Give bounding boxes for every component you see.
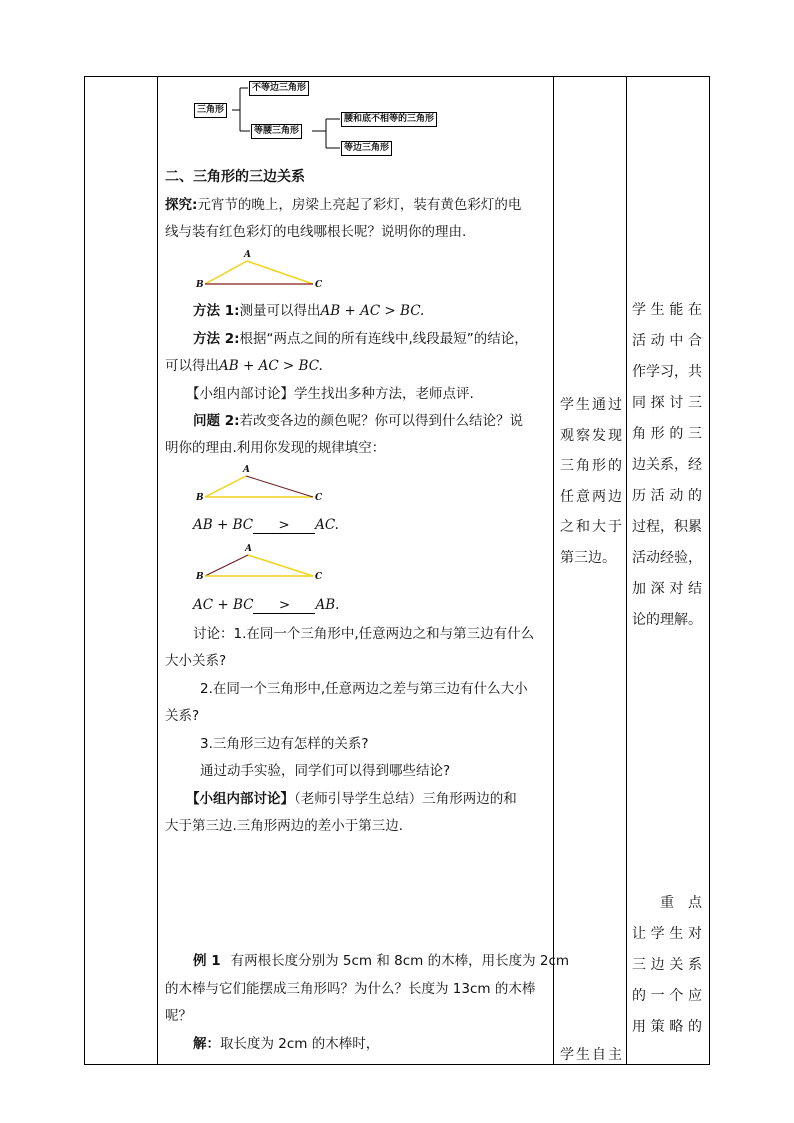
solution-line <box>193 1035 379 1053</box>
explore-text-1: 元宵节的晚上，房梁上亮起了彩灯，装有黄色彩灯的电 <box>197 197 522 213</box>
col3-line: 任意两边 <box>560 488 622 505</box>
col4-line: 活动经验， <box>632 550 702 566</box>
method-2-label: 方法 2: <box>193 331 240 347</box>
discussion-1a: 讨论：1.在同一个三角形中,任意两边之和与第三边有什么 <box>193 626 535 642</box>
question-2-line-2: 明你的理由.利用你发现的规律填空： <box>165 440 386 456</box>
triangle-2-label-a: A <box>243 465 250 475</box>
method-1-label: 方法 1: <box>193 303 240 319</box>
col4-line: 同探讨三 <box>632 395 702 411</box>
example-1-label: 例 1 <box>193 953 221 969</box>
col4-line: 重 点 <box>660 895 702 911</box>
fill-2-left: AC + BC <box>193 597 254 613</box>
diagram-branch1-box: 不等边三角形 <box>249 81 309 96</box>
triangle-1-label-a: A <box>244 250 251 260</box>
section-title: 二、三角形的三边关系 <box>165 169 305 185</box>
example-1-line-1 <box>193 952 569 970</box>
group-discuss-2-text: （老师引导学生总结）三角形两边的和 <box>294 791 517 807</box>
col4-line: 用策略的 <box>632 1019 702 1035</box>
col4-line: 活动中合 <box>632 333 702 349</box>
triangle-3-label-c: C <box>315 572 323 582</box>
fill-in-2 <box>193 596 339 614</box>
example-1-text-1: 有两根长度分别为 5cm 和 8cm 的木棒，用长度为 2cm <box>230 953 570 969</box>
fill-1-left: AB + BC <box>193 517 254 533</box>
col4-line: 角形的三 <box>632 426 702 442</box>
solution-label: 解： <box>193 1036 220 1052</box>
col3-line: 第三边。 <box>560 549 616 566</box>
col4-line: 让学生对 <box>632 926 702 942</box>
fill-1-blank: > <box>253 518 315 534</box>
question-2-label: 问题 2: <box>193 413 240 429</box>
col4-line: 过程，积累 <box>632 519 702 535</box>
discussion-2b: 关系? <box>165 708 200 724</box>
discussion-4: 通过动手实验，同学们可以得到哪些结论? <box>200 763 451 779</box>
col4-line: 作学习，共 <box>632 364 702 380</box>
diagram-branch2-box: 等腰三角形 <box>251 124 302 139</box>
example-1-line-2: 的木棒与它们能摆成三角形吗？为什么？长度为 13cm 的木棒 <box>165 981 536 997</box>
method-2-text: 根据“两点之间的所有连线中,线段最短”的结论， <box>239 331 528 347</box>
col4-line: 历活动的 <box>632 488 702 504</box>
explore-line-2: 线与装有红色彩灯的电线哪根长呢？说明你的理由. <box>165 224 467 240</box>
col4-line: 论的理解。 <box>632 612 702 628</box>
method-1-text: 测量可以得出 <box>239 303 321 319</box>
fill-2-blank: > <box>253 598 315 614</box>
col4-line: 学生能在 <box>632 302 702 318</box>
example-1-line-3: 呢？ <box>165 1008 192 1024</box>
triangle-2-label-b: B <box>196 493 204 503</box>
col4-line: 加深对结 <box>632 581 702 597</box>
group-discuss-2-line-1 <box>186 790 517 808</box>
explore-label: 探究: <box>165 197 198 213</box>
group-discuss-2-label: 【小组内部讨论】 <box>186 791 294 807</box>
design-intent-text-2 <box>632 888 702 1043</box>
method-2-formula: AB + AC > BC. <box>219 358 323 374</box>
triangle-1-label-b: B <box>196 280 204 290</box>
diagram-sub1-box: 腰和底不相等的三角形 <box>341 112 437 127</box>
col4-line: 边关系，经 <box>632 457 702 473</box>
method-2-prefix: 可以得出 <box>165 358 219 374</box>
student-activity-text <box>560 390 622 573</box>
fill-1-right: AC. <box>315 517 339 533</box>
discussion-1b: 大小关系? <box>165 653 227 669</box>
group-discuss-1: 【小组内部讨论】学生找出多种方法，老师点评. <box>186 386 474 402</box>
design-intent-text-1 <box>632 295 702 636</box>
col4-line: 三边关系 <box>632 957 702 973</box>
method-1-formula: AB + AC > BC. <box>320 303 425 319</box>
col3-line: 之和大于 <box>560 519 622 535</box>
col3-line: 学生通过 <box>560 397 622 413</box>
discussion-3: 3.三角形三边有怎样的关系? <box>200 736 369 752</box>
solution-text: 取长度为 2cm 的木棒时， <box>220 1036 380 1052</box>
group-discuss-2-line-2: 大于第三边.三角形两边的差小于第三边. <box>165 818 404 834</box>
discussion-2a: 2.在同一个三角形中,任意两边之差与第三边有什么大小 <box>200 681 528 697</box>
col4-line: 的一个应 <box>632 988 702 1004</box>
diagram-sub2-box: 等边三角形 <box>341 141 392 156</box>
diagram-root-box: 三角形 <box>194 103 227 118</box>
fill-2-right: AB. <box>315 597 340 613</box>
student-activity-bottom: 学生自主 <box>560 1047 622 1063</box>
col3-line: 观察发现 <box>560 427 622 444</box>
triangle-1-label-c: C <box>315 280 323 290</box>
question-2-text-1: 若改变各边的颜色呢？你可以得到什么结论？说 <box>239 413 523 429</box>
col3-line: 三角形的 <box>560 458 622 474</box>
triangle-2-label-c: C <box>315 493 323 503</box>
triangle-3-label-b: B <box>196 572 204 582</box>
triangle-3-label-a: A <box>245 544 252 554</box>
